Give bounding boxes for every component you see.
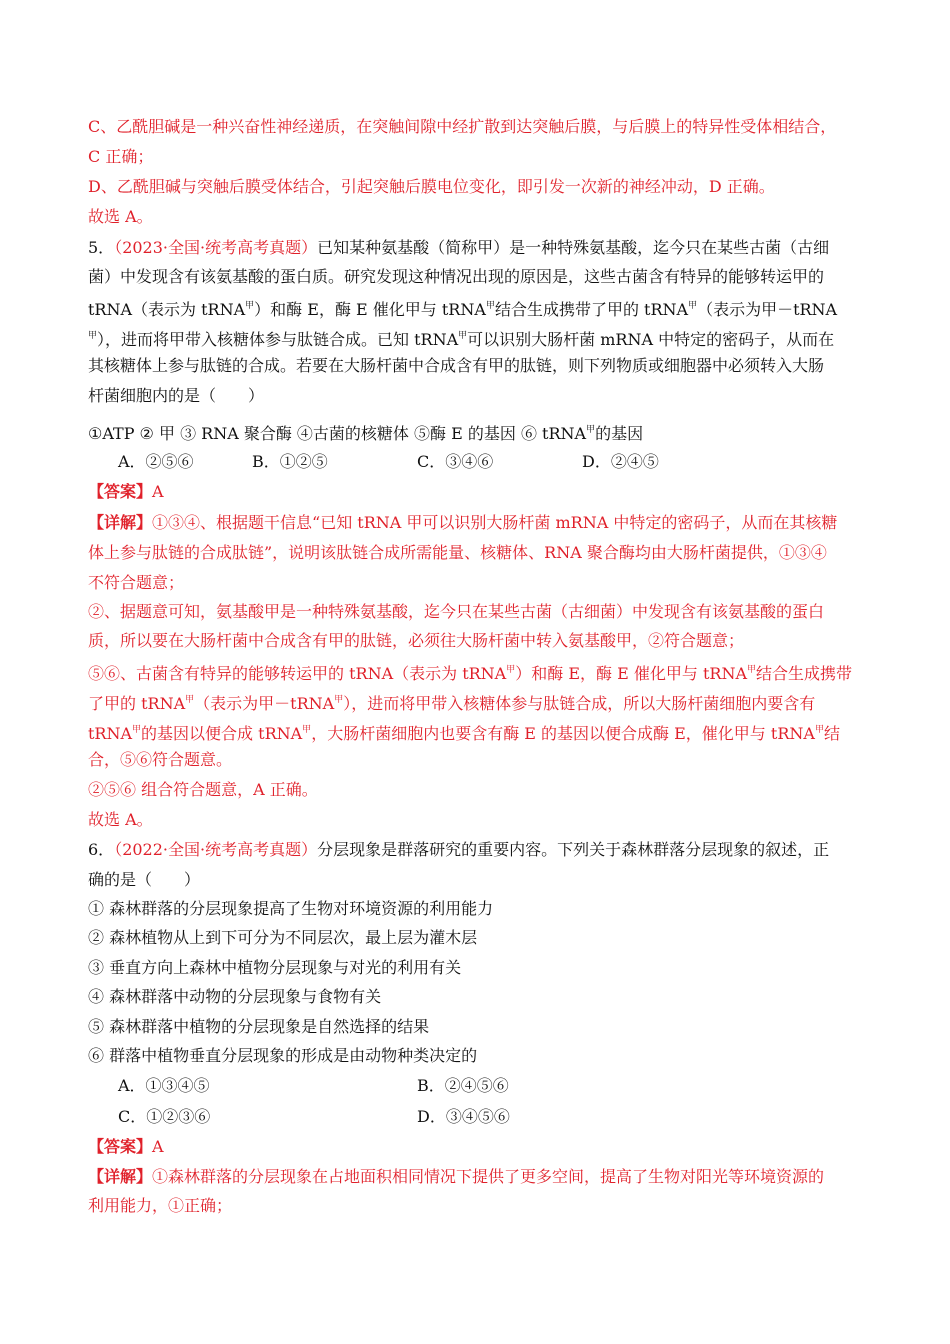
question-number: 6． xyxy=(88,840,115,859)
detail-text: ⑤⑥、古菌含有特异的能够转运甲的 tRNA（表示为 tRNA xyxy=(88,664,507,683)
superscript: 甲 xyxy=(185,695,195,705)
detail-text: 结 xyxy=(823,724,840,743)
question-5-stem-line xyxy=(88,296,837,320)
detail-text: ）和酶 E，酶 E 催化甲与 tRNA xyxy=(515,664,748,683)
option-a[interactable]: A．②⑤⑥ xyxy=(118,452,194,471)
stem-text: 分层现象是群落研究的重要内容。下列关于森林群落分层现象的叙述，正 xyxy=(317,840,830,859)
question-5-stem-line xyxy=(88,326,834,350)
question-6-stem-line xyxy=(88,840,829,860)
statement: ① 森林群落的分层现象提高了生物对环境资源的利用能力 xyxy=(88,899,494,918)
option-b[interactable]: B．①②⑤ xyxy=(252,452,328,471)
stem-text: ）和酶 E，酶 E 催化甲与 tRNA xyxy=(254,300,486,319)
superscript: 甲 xyxy=(458,331,468,341)
detail-text: 了甲的 tRNA xyxy=(88,694,186,713)
superscript: 甲 xyxy=(688,301,698,311)
explanation-c-line: C、乙酰胆碱是一种兴奋性神经递质，在突触间隙中经扩散到达突触后膜，与后膜上的特异性受体相结合， xyxy=(88,117,837,136)
statement: ⑤ 森林群落中植物的分层现象是自然选择的结果 xyxy=(88,1017,430,1036)
detail-line: 体上参与肽链的合成肽链”，说明该肽链合成所需能量、核糖体、RNA 聚合酶均由大肠杆菌提供，①③④ xyxy=(88,543,827,562)
detail-line: 质，所以要在大肠杆菌中合成含有甲的肽链，必须往大肠杆菌中转入氨基酸甲，②符合题意； xyxy=(88,631,745,650)
question-source: （2022·全国·统考高考真题） xyxy=(114,840,318,859)
superscript: 甲 xyxy=(302,725,312,735)
answer-line xyxy=(88,1137,164,1157)
detail-line: ②、据题意可知，氨基酸甲是一种特殊氨基酸，迄今只在某些古菌（古细菌）中发现含有该氨基酸的蛋白 xyxy=(88,602,825,621)
detail-line xyxy=(88,1167,824,1187)
stem-text: ），进而将甲带入核糖体参与肽链合成。已知 tRNA xyxy=(97,330,459,349)
detail-label: 【详解】 xyxy=(88,1167,153,1186)
detail-text: 结合生成携带 xyxy=(756,664,853,683)
detail-line xyxy=(88,513,837,533)
stem-text: （表示为甲－tRNA xyxy=(697,300,838,319)
stem-text: tRNA（表示为 tRNA xyxy=(88,300,246,319)
option-d[interactable]: D．③④⑤⑥ xyxy=(417,1107,510,1126)
explanation-c-line: C 正确； xyxy=(88,147,154,166)
detail-text: ），进而将甲带入核糖体参与肽链合成，所以大肠杆菌细胞内要含有 xyxy=(343,694,816,713)
detail-text: （表示为甲－tRNA xyxy=(194,694,335,713)
superscript: 甲 xyxy=(334,695,344,705)
conclusion-line: 故选 A。 xyxy=(88,810,153,829)
detail-line: ②⑤⑥ 组合符合题意，A 正确。 xyxy=(88,780,318,799)
explanation-d-line: D、乙酰胆碱与突触后膜受体结合，引起突触后膜电位变化，即引发一次新的神经冲动，D 正确。 xyxy=(88,177,775,196)
conclusion-line: 故选 A。 xyxy=(88,207,153,226)
detail-label: 【详解】 xyxy=(88,513,153,532)
superscript: 甲 xyxy=(245,301,255,311)
detail-line: 不符合题意； xyxy=(88,573,185,592)
superscript: 甲 xyxy=(88,331,98,341)
items-text: 的基因 xyxy=(595,424,644,443)
detail-line xyxy=(88,720,840,744)
superscript: 甲 xyxy=(586,425,596,435)
answer-value: A xyxy=(152,482,164,501)
statement: ⑥ 群落中植物垂直分层现象的形成是由动物种类决定的 xyxy=(88,1046,478,1065)
superscript: 甲 xyxy=(485,301,495,311)
answer-label: 【答案】 xyxy=(88,1137,153,1156)
superscript: 甲 xyxy=(747,665,757,675)
option-c[interactable]: C．③④⑥ xyxy=(417,452,494,471)
detail-line xyxy=(88,690,815,714)
question-number: 5． xyxy=(88,238,115,257)
statement: ③ 垂直方向上森林中植物分层现象与对光的利用有关 xyxy=(88,958,462,977)
superscript: 甲 xyxy=(506,665,516,675)
detail-text: 的基因以便合成 tRNA xyxy=(141,724,303,743)
option-a[interactable]: A．①③④⑤ xyxy=(118,1076,210,1095)
superscript: 甲 xyxy=(132,725,142,735)
option-d[interactable]: D．②④⑤ xyxy=(582,452,659,471)
superscript: 甲 xyxy=(814,725,824,735)
statement: ④ 森林群落中动物的分层现象与食物有关 xyxy=(88,987,382,1006)
statement: ② 森林植物从上到下可分为不同层次，最上层为灌木层 xyxy=(88,928,478,947)
question-source: （2023·全国·统考高考真题） xyxy=(114,238,318,257)
stem-text: 可以识别大肠杆菌 mRNA 中特定的密码子，从而在 xyxy=(467,330,835,349)
detail-line: 利用能力，①正确； xyxy=(88,1196,233,1215)
items-text: ①ATP ② 甲 ③ RNA 聚合酶 ④古菌的核糖体 ⑤酶 E 的基因 ⑥ tRNA xyxy=(88,424,587,443)
answer-value: A xyxy=(152,1137,164,1156)
question-5-items xyxy=(88,420,643,444)
detail-text: ①森林群落的分层现象在占地面积相同情况下提供了更多空间，提高了生物对阳光等环境资源的 xyxy=(152,1167,825,1186)
question-5-stem-line: 菌）中发现含有该氨基酸的蛋白质。研究发现这种情况出现的原因是，这些古菌含有特异的能够转运甲的 xyxy=(88,267,825,286)
question-5-stem-line: 杆菌细胞内的是（ ） xyxy=(88,386,265,405)
question-5-stem-line xyxy=(88,238,829,258)
detail-line xyxy=(88,660,852,684)
question-6-stem-line: 确的是（ ） xyxy=(88,870,201,889)
stem-text: 已知某种氨基酸（简称甲）是一种特殊氨基酸，迄今只在某些古菌（古细 xyxy=(317,238,830,257)
option-b[interactable]: B．②④⑤⑥ xyxy=(417,1076,509,1095)
detail-text: ，大肠杆菌细胞内也要含有酶 E 的基因以便合成酶 E，催化甲与 tRNA xyxy=(311,724,815,743)
option-c[interactable]: C．①②③⑥ xyxy=(118,1107,211,1126)
answer-label: 【答案】 xyxy=(88,482,153,501)
stem-text: 结合生成携带了甲的 tRNA xyxy=(494,300,689,319)
answer-line xyxy=(88,482,164,502)
question-5-stem-line: 其核糖体上参与肽链的合成。若要在大肠杆菌中合成含有甲的肽链，则下列物质或细胞器中必须转入大肠 xyxy=(88,356,825,375)
detail-line: 合，⑤⑥符合题意。 xyxy=(88,750,233,769)
detail-text: ①③④、根据题干信息“已知 tRNA 甲可以识别大肠杆菌 mRNA 中特定的密码子，从而在其核糖 xyxy=(152,513,838,532)
detail-text: tRNA xyxy=(88,724,133,743)
